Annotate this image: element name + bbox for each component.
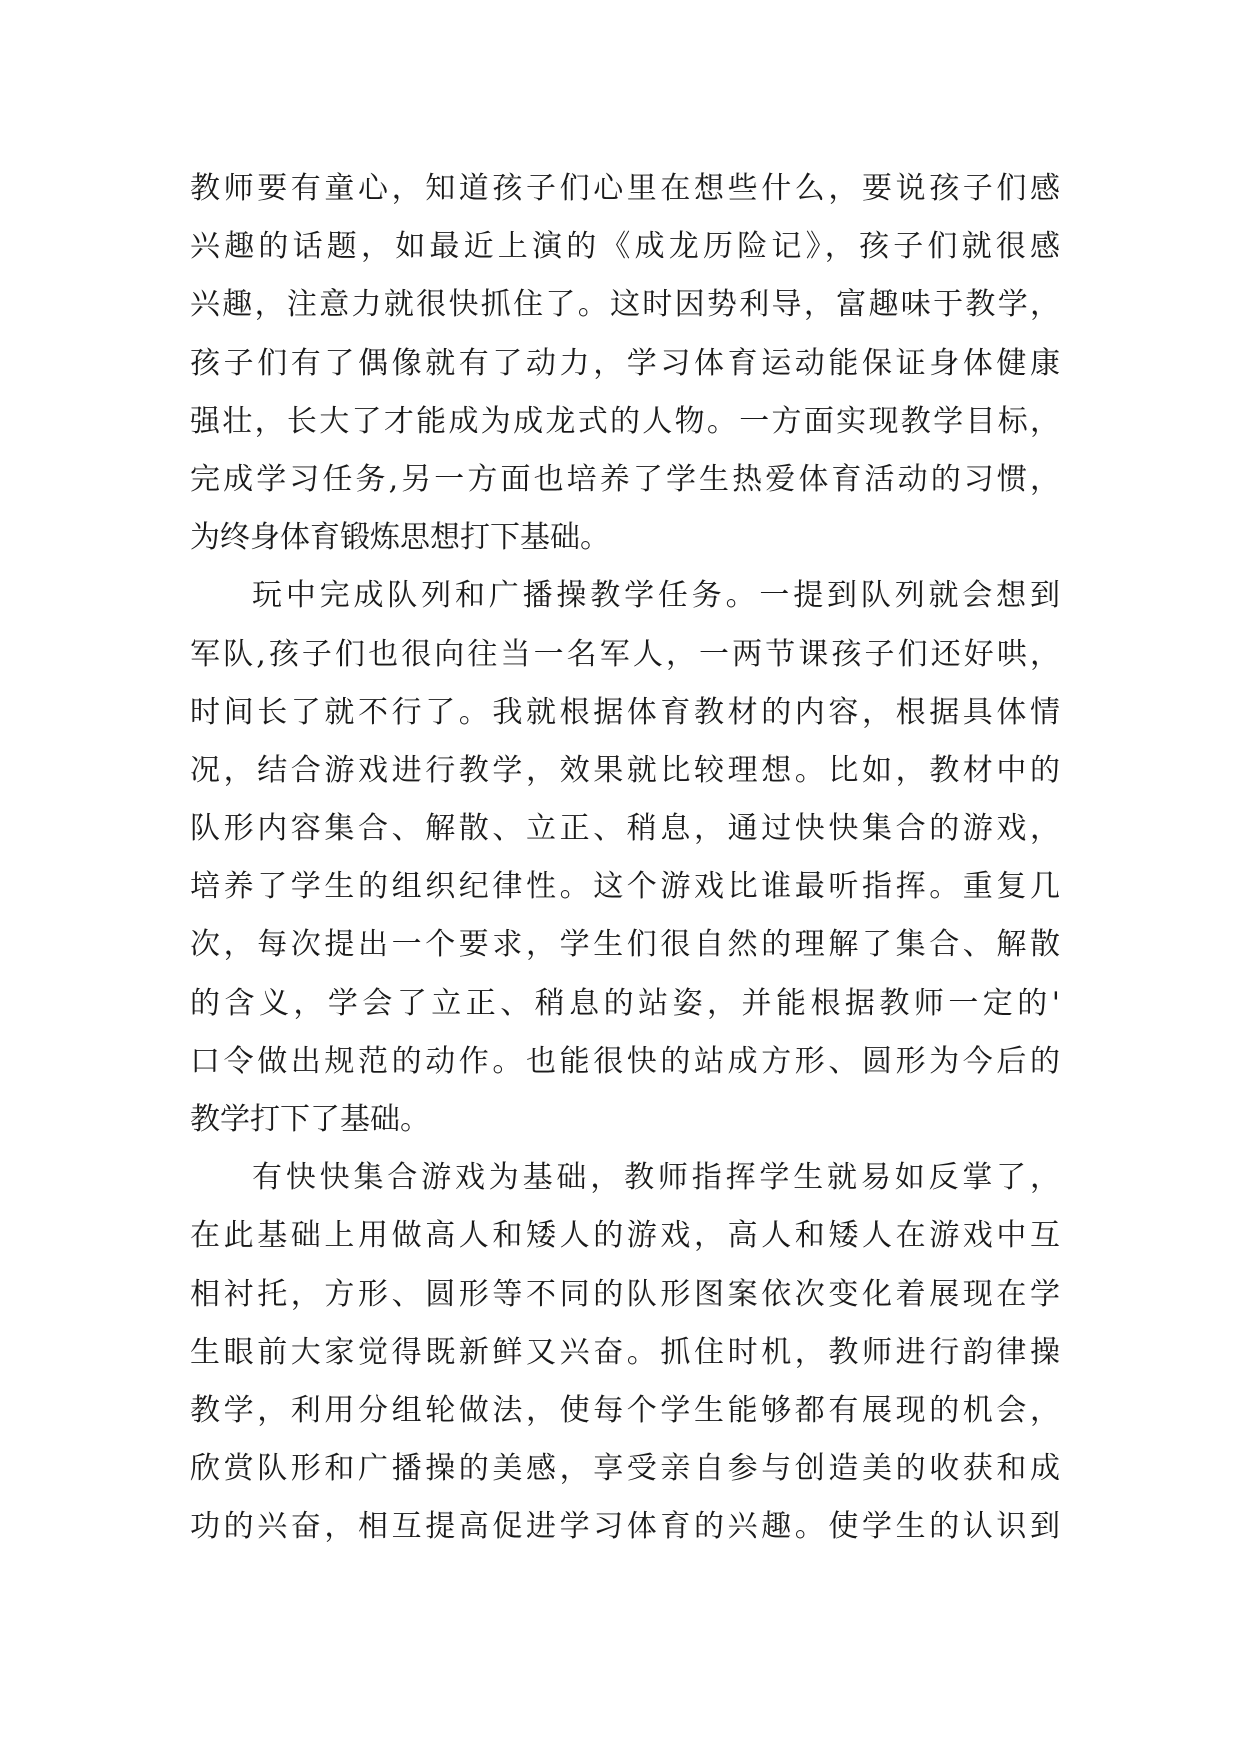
text-line: 的含义，学会了立正、稍息的站姿，并能根据教师一定的': [190, 985, 1060, 1021]
text-line: 次，每次提出一个要求，学生们很自然的理解了集合、解散: [190, 927, 1060, 963]
text-line: 教学打下了基础。: [190, 1102, 430, 1137]
text-line: 功的兴奋，相互提高促进学习体育的兴趣。使学生的认识到: [190, 1509, 1060, 1545]
text-line: 完成学习任务,另一方面也培养了学生热爱体育活动的习惯，: [190, 461, 1060, 497]
text-line: 孩子们有了偶像就有了动力，学习体育运动能保证身体健康: [190, 345, 1060, 381]
text-line: 队形内容集合、解散、立正、稍息，通过快快集合的游戏，: [190, 811, 1060, 847]
text-line: 强壮，长大了才能成为成龙式的人物。一方面实现教学目标，: [190, 403, 1060, 439]
text-line: 生眼前大家觉得既新鲜又兴奋。抓住时机，教师进行韵律操: [190, 1334, 1060, 1370]
document-body: [190, 160, 1060, 1557]
text-line: 为终身体育锻炼思想打下基础。: [190, 520, 610, 556]
text-line: 相衬托，方形、圆形等不同的队形图案依次变化着展现在学: [190, 1276, 1060, 1312]
text-line: 时间长了就不行了。我就根据体育教材的内容，根据具体情: [190, 694, 1060, 730]
text-line: 兴趣，注意力就很快抓住了。这时因势利导，富趣味于教学，: [190, 287, 1060, 323]
text-line: 况，结合游戏进行教学，效果就比较理想。比如，教材中的: [190, 752, 1060, 788]
text-line: 口令做出规范的动作。也能很快的站成方形、圆形为今后的: [190, 1043, 1060, 1079]
paragraph-2: [190, 567, 1060, 1149]
text-line: 欣赏队形和广播操的美感，享受亲自参与创造美的收获和成: [190, 1451, 1060, 1487]
text-line: 玩中完成队列和广播操教学任务。一提到队列就会想到: [252, 578, 1060, 614]
paragraph-3: [190, 1149, 1060, 1556]
text-line: 有快快集合游戏为基础，教师指挥学生就易如反掌了，: [252, 1160, 1060, 1196]
text-line: 教师要有童心，知道孩子们心里在想些什么，要说孩子们感: [190, 171, 1060, 206]
paragraph-1: [190, 160, 1060, 567]
text-line: 教学，利用分组轮做法，使每个学生能够都有展现的机会，: [190, 1392, 1060, 1428]
text-line: 兴趣的话题，如最近上演的《成龙历险记》，孩子们就很感: [190, 229, 1060, 265]
text-line: 在此基础上用做高人和矮人的游戏，高人和矮人在游戏中互: [190, 1218, 1060, 1254]
text-line: 军队,孩子们也很向往当一名军人，一两节课孩子们还好哄，: [190, 636, 1060, 672]
text-line: 培养了学生的组织纪律性。这个游戏比谁最听指挥。重复几: [190, 869, 1060, 905]
